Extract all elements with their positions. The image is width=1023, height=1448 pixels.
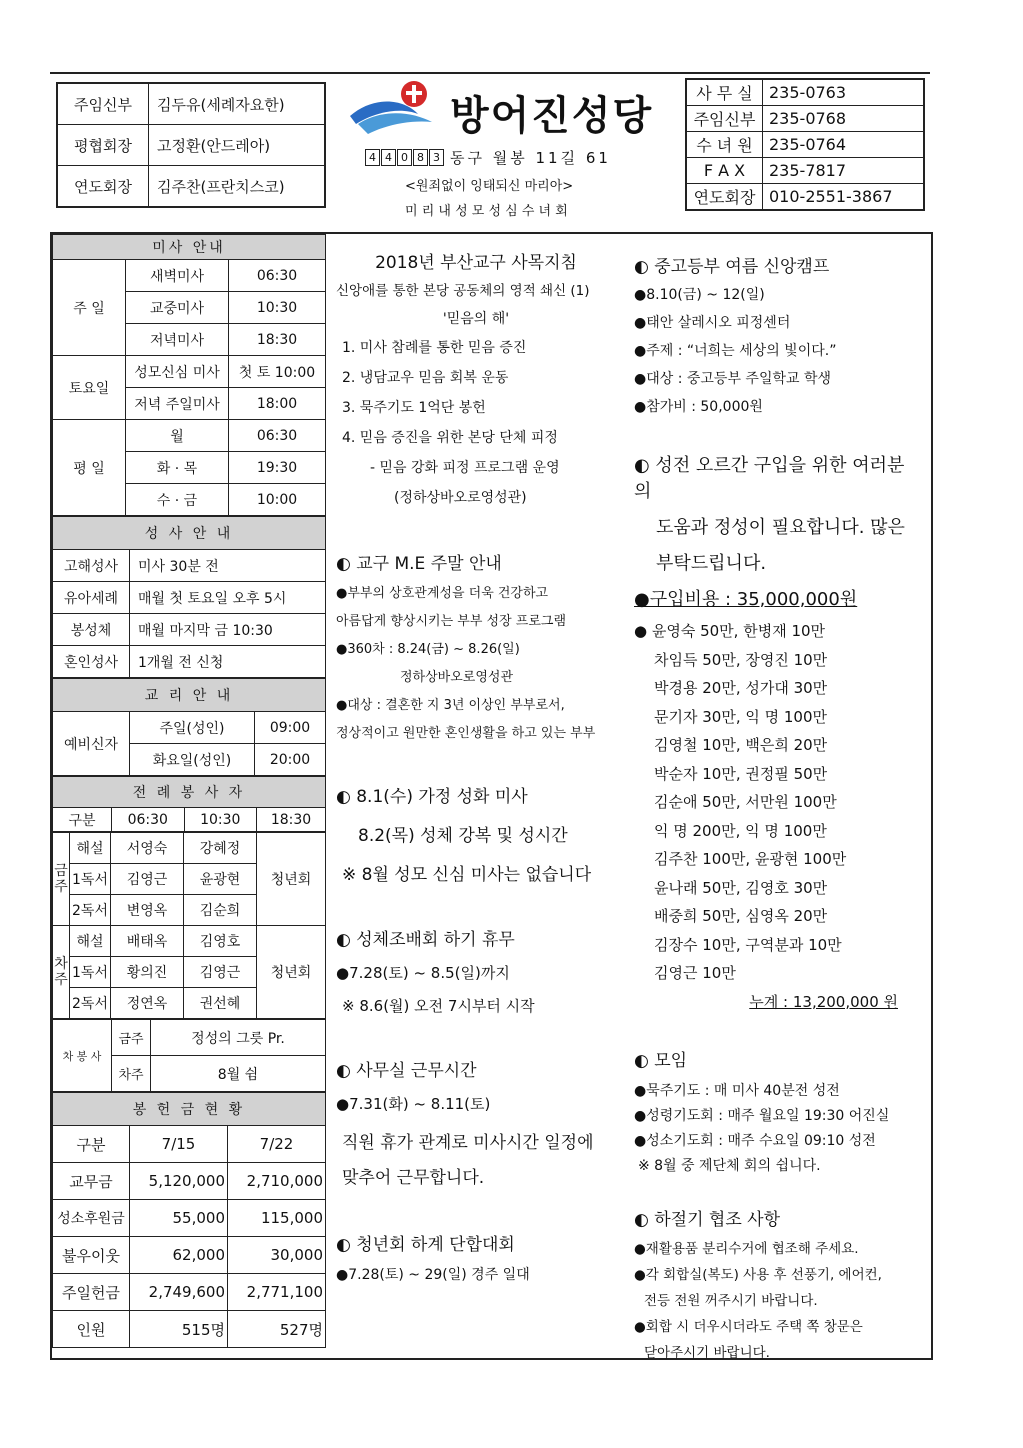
donor-line: 김장수 10만, 구역분과 10만 xyxy=(654,935,842,954)
offering-title: 봉 헌 금 현 황 xyxy=(53,1093,326,1126)
officer-row: 평협회장 고정환(안드레아) xyxy=(57,125,325,166)
officer-row: 연도회장 김주찬(프란치스코) xyxy=(57,166,325,208)
office-heading: ◐ 사무실 근무시간 xyxy=(336,1061,477,1081)
organ-cost: ●구입비용 : 35,000,000원 xyxy=(634,589,858,610)
donor-line: 박경용 20만, 성가대 30만 xyxy=(654,679,828,697)
address: 동구 월봉 11길 61 xyxy=(450,149,611,167)
address-line xyxy=(365,147,611,168)
camp-heading: ◐ 중고등부 여름 신앙캠프 xyxy=(634,257,830,277)
donor-line: 김영철 10만, 백은희 20만 xyxy=(654,736,828,754)
mass-title: 미사 안내 xyxy=(53,235,326,260)
summer-heading: ◐ 하절기 협조 사항 xyxy=(634,1209,780,1230)
postcode: 4 4 0 8 3 xyxy=(365,149,450,166)
contacts-table xyxy=(685,78,925,211)
adoration-heading: ◐ 성체조배회 하기 휴무 xyxy=(336,930,515,950)
parish-logo-icon xyxy=(348,78,448,138)
contact-row: 사 무 실 235-0763 xyxy=(686,79,924,106)
donor-line: 문기자 30만, 익 명 100만 xyxy=(654,707,827,726)
donor-line: 박순자 10만, 권정필 50만 xyxy=(654,764,828,783)
contact-row: 수 녀 원 235-0764 xyxy=(686,132,924,158)
sacrament-table: 성 사 안 내 고해성사 미사 30분 전 유아세례 매월 첫 토요일 오후 5시 봉성체 매월 마지막 금 10:30 혼인성사 1개월 전 신청 xyxy=(52,516,326,678)
donor-line: 차임득 50만, 장영진 10만 xyxy=(654,650,828,669)
parish-title: 방어진성당 xyxy=(450,93,654,139)
tea-table: 차 봉 사 금주 정성의 그릇 Pr. 차주 8월 쉼 xyxy=(52,1019,326,1092)
contact-row: F A X 235-7817 xyxy=(686,158,924,184)
donor-line: 김순애 50만, 서만원 100만 xyxy=(654,793,837,811)
officers-table xyxy=(56,82,326,208)
patron: <원죄없이 잉태되신 마리아> xyxy=(405,179,574,194)
doctrine-table: 교 리 안 내 예비신자 주일(성인) 09:00 화요일(성인) 20:00 xyxy=(52,678,326,776)
doctrine-title: 교 리 안 내 xyxy=(53,679,326,712)
organ-heading: ◐ 성전 오르간 구입을 위한 여러분의 xyxy=(634,455,905,502)
donor-line: ● 윤영숙 50만, 한병재 10만 xyxy=(634,622,826,640)
donor-line: 김영근 10만 xyxy=(654,964,736,982)
servers-title: 전 례 봉 사 자 xyxy=(53,777,326,808)
meeting-heading: ◐ 모임 xyxy=(634,1050,688,1071)
sacrament-title: 성 사 안 내 xyxy=(53,517,326,550)
right-column: ◐ 중고등부 여름 신앙캠프 ●8.10(금) ~ 12(일) ●태안 살레시오 피정센터 ●주제 : “너희는 세상의 빛이다.” ●대상 : 중고등부 주일학교 학생 ●참가비 : 50,000원 ◐ 성전 오르간 구입을 위한 여러분의 도움과 정성이 필요합니다. 많은 부탁드립니다. ●구입비용 : 35,000,000원 ● 윤영숙 50만, 한병재 10만 차임득 50만, 장영진 10만 박경용 20만, 성가대 30만 문기자 30만, 익 명 100만 김영철 10만, 백은희 20만 박순자 10만, 권정필 50만 김순애 50만, 서만원 100만 익 명 200만, 익 명 100만 김주찬 100만, 윤광현 100만 윤나래 50만, 김영호 30만 배중희 50만, 심영옥 20만 김장수 10만, 구역분과 10만 김영근 10만 누계 : 13,200,000 원 ◐ 모임 ●묵주기도 : 매 미사 40분전 성전 ●성령기도회 : 매주 월요일 19:30 어진실 ●성소기도회 : 매주 수요일 09:10 성전 ※ 8월 중 제단체 회의 쉽니다. ◐ 하절기 협조 사항 ●재활용품 분리수거에 협조해 주세요. ●각 회합실(복도) 사용 후 선풍기, 에어컨, 전등 전원 꺼주시기 바랍니다. ●회합 시 더우시더라도 주택 쪽 창문은 닫아주시기 바랍니다. xyxy=(634,252,919,1366)
donor-line: 배중희 50만, 심영옥 20만 xyxy=(654,907,828,925)
family-mass-heading: ◐ 8.1(수) 가정 성화 미사 xyxy=(336,787,528,807)
donor-line: 윤나래 50만, 김영호 30만 xyxy=(654,878,828,897)
mass-table: 미사 안내 주 일 새벽미사 06:30 교중미사 10:30 저녁미사 18:30 토요일 성모신심 미사 첫 토 10:00 저녁 주일미사 18:00 평 일 월 06:30 화 · 목 19:30 수 · 금 10:00 xyxy=(52,234,326,516)
contact-row: 주임신부 235-0768 xyxy=(686,106,924,132)
left-column xyxy=(52,234,326,1348)
contact-row: 연도회장 010-2551-3867 xyxy=(686,184,924,211)
youth-heading: ◐ 청년회 하계 단합대회 xyxy=(336,1235,515,1255)
convent: 미 리 내 성 모 성 심 수 녀 회 xyxy=(405,204,568,219)
servers-table: 전 례 봉 사 자 구분 06:30 10:30 18:30 xyxy=(52,776,326,832)
middle-column: 2018년 부산교구 사목지침 신앙애를 통한 본당 공동체의 영적 쇄신 (1) '믿음의 해' 1. 미사 참례를 통한 믿음 증진 2. 냉담교우 믿음 회복 운동 3. 묵주기도 1억단 봉헌 4. 믿음 증진을 위한 본당 단체 피정 - 믿음 강화 피정 프로그램 운영 (정하상바오로영성관) ◐ 교구 M.E 주말 안내 ●부부의 상호관계성을 더욱 건강하고 아름답게 향상시키는 부부 성장 프로그램 ●360차 : 8.24(금) ~ 8.26(일) 정하상바오로영성관 ●대상 : 결혼한 지 3년 이상인 부부로서, 정상적이고 원만한 혼인생활을 하고 있는 부부 ◐ 8.1(수) 가정 성화 미사 8.2(목) 성체 강복 및 성시간 ※ 8월 성모 신심 미사는 없습니다 ◐ 성체조배회 하기 휴무 ●7.28(토) ~ 8.5(일)까지 ※ 8.6(월) 오전 7시부터 시작 ◐ 사무실 근무시간 ●7.31(화) ~ 8.11(토) 직원 휴가 관계로 미사시간 일정에 맞추어 근무합니다. ◐ 청년회 하계 단합대회 ●7.28(토) ~ 29(일) 경주 일대 xyxy=(336,248,626,1289)
servers-body: 금주 해설 서영숙 강혜정 청년회 1독서 김영근 윤광현 2독서 변영옥 김순희 차주 해설 배태옥 김영호 청년회 1독서 황의진 김영근 2독서 정연옥 권선혜 xyxy=(52,832,326,1019)
donor-line: 익 명 200만, 익 명 100만 xyxy=(654,821,827,840)
offering-table: 봉 헌 금 현 황 구분 7/15 7/22 교무금 5,120,000 2,710,000 성소후원금 55,000 115,000 불우이웃 62,000 30,000 주일헌금 2,749,600 2,771,100 인원 515명 527명 xyxy=(52,1092,326,1348)
donation-total: 누계 : 13,200,000 원 xyxy=(749,992,898,1011)
me-heading: ◐ 교구 M.E 주말 안내 xyxy=(336,554,502,574)
donor-line: 김주찬 100만, 윤광현 100만 xyxy=(654,850,847,868)
header-rule xyxy=(50,72,930,74)
officer-row: 주임신부 김두유(세례자요한) xyxy=(57,83,325,125)
